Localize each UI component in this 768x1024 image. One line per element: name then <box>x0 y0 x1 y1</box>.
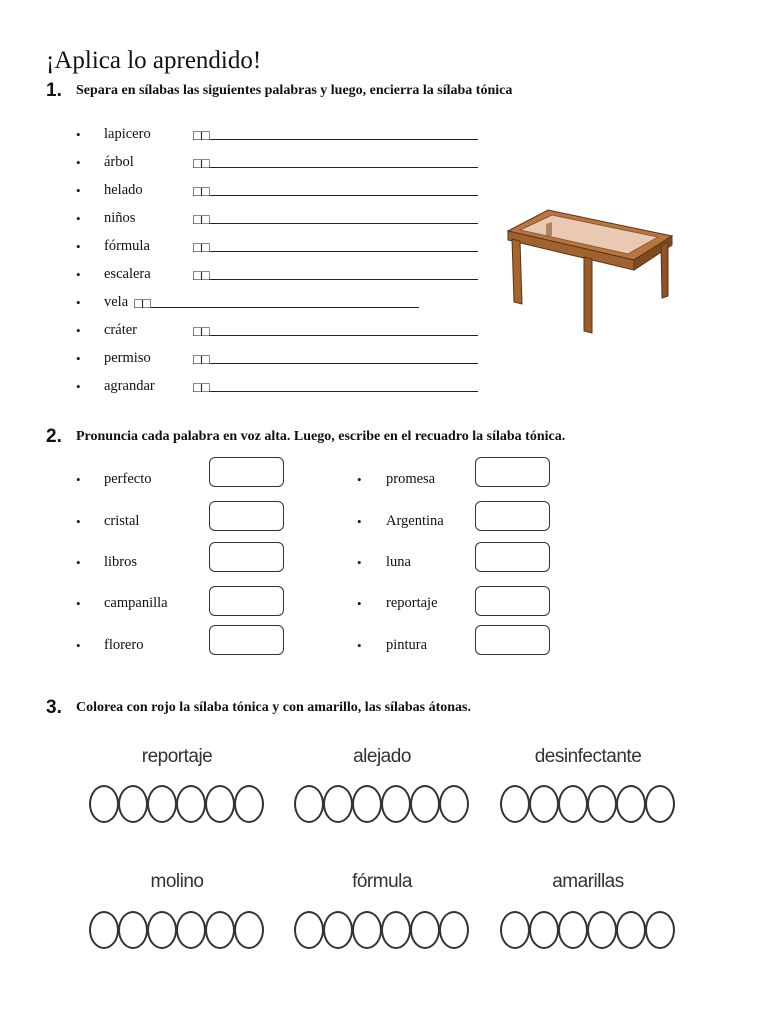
list-bullet: • <box>76 638 81 653</box>
answer-line[interactable]: □□ <box>193 322 478 341</box>
list-item: cristal <box>104 513 140 529</box>
answer-line[interactable]: □□ <box>193 210 478 229</box>
answer-line[interactable]: □□ <box>193 378 478 397</box>
list-bullet: • <box>76 239 81 254</box>
list-item: campanilla <box>104 595 168 611</box>
syllable-circle[interactable] <box>294 785 324 823</box>
list-bullet: • <box>76 379 81 394</box>
list-bullet: • <box>76 351 81 366</box>
list-bullet: • <box>357 638 362 653</box>
syllable-circle[interactable] <box>234 785 264 823</box>
list-bullet: • <box>76 472 81 487</box>
syllable-circle[interactable] <box>558 785 588 823</box>
syllable-circle[interactable] <box>234 911 264 949</box>
list-bullet: • <box>357 596 362 611</box>
answer-box[interactable] <box>475 625 550 655</box>
answer-box[interactable] <box>209 457 284 487</box>
list-bullet: • <box>76 596 81 611</box>
list-item: escalera <box>104 266 151 282</box>
list-item: lapicero <box>104 126 151 142</box>
answer-line[interactable]: □□ <box>193 266 478 285</box>
list-item: libros <box>104 554 138 570</box>
list-item: reportaje <box>386 595 438 611</box>
syllable-circle[interactable] <box>118 785 148 823</box>
syllable-circle[interactable] <box>294 911 324 949</box>
answer-box[interactable] <box>475 542 550 572</box>
question-1-number: 1. <box>46 80 62 101</box>
syllable-circle[interactable] <box>147 911 177 949</box>
list-item: agrandar <box>104 378 155 394</box>
syllable-circle[interactable] <box>439 785 469 823</box>
answer-box[interactable] <box>475 586 550 616</box>
page-title: ¡Aplica lo aprendido! <box>46 47 262 74</box>
syllable-circle[interactable] <box>176 911 206 949</box>
syllable-circle[interactable] <box>118 911 148 949</box>
answer-line[interactable]: □□ <box>193 238 478 257</box>
list-bullet: • <box>357 555 362 570</box>
answer-box[interactable] <box>475 457 550 487</box>
answer-line[interactable]: □□ <box>193 182 478 201</box>
syllable-circle[interactable] <box>587 911 617 949</box>
syllable-circle[interactable] <box>410 785 440 823</box>
list-bullet: • <box>76 514 81 529</box>
syllable-circle[interactable] <box>176 785 206 823</box>
list-item: árbol <box>104 154 134 170</box>
list-item: niños <box>104 210 136 226</box>
answer-box[interactable] <box>209 586 284 616</box>
list-item: cráter <box>104 322 137 338</box>
answer-box[interactable] <box>475 501 550 531</box>
syllable-circle[interactable] <box>645 785 675 823</box>
syllable-circle[interactable] <box>439 911 469 949</box>
syllable-circle[interactable] <box>500 785 530 823</box>
syllable-circle[interactable] <box>89 785 119 823</box>
syllable-circle[interactable] <box>616 911 646 949</box>
list-item: perfecto <box>104 471 152 487</box>
syllable-circle[interactable] <box>529 911 559 949</box>
list-bullet: • <box>76 267 81 282</box>
list-item: florero <box>104 637 144 653</box>
coloring-word-label: alejado <box>353 746 411 767</box>
syllable-circle[interactable] <box>529 785 559 823</box>
list-item: permiso <box>104 350 151 366</box>
coloring-word-label: desinfectante <box>534 746 642 767</box>
syllable-circle[interactable] <box>587 785 617 823</box>
list-item: promesa <box>386 471 436 487</box>
syllable-circle[interactable] <box>352 785 382 823</box>
list-bullet: • <box>76 183 81 198</box>
list-bullet: • <box>357 514 362 529</box>
list-item: vela <box>104 294 129 310</box>
syllable-circle[interactable] <box>410 911 440 949</box>
syllable-circle[interactable] <box>616 785 646 823</box>
question-3-text: Colorea con rojo la sílaba tónica y con amarillo, las sílabas átonas. <box>76 700 471 715</box>
syllable-circle[interactable] <box>500 911 530 949</box>
question-3-number: 3. <box>46 697 62 718</box>
question-1-text: Separa en sílabas las siguientes palabras y luego, encierra la sílaba tónica <box>76 83 513 98</box>
question-2-number: 2. <box>46 426 62 447</box>
syllable-circle[interactable] <box>89 911 119 949</box>
syllable-circle[interactable] <box>645 911 675 949</box>
syllable-circle[interactable] <box>381 785 411 823</box>
list-bullet: • <box>76 555 81 570</box>
answer-line[interactable]: □□ <box>193 126 478 145</box>
list-item: Argentina <box>386 513 444 529</box>
coloring-word-label: amarillas <box>552 871 624 892</box>
list-bullet: • <box>76 295 81 310</box>
coloring-word-label: reportaje <box>141 746 213 767</box>
question-2-text: Pronuncia cada palabra en voz alta. Luego, escribe en el recuadro la sílaba tónica. <box>76 429 566 444</box>
list-bullet: • <box>76 323 81 338</box>
syllable-circle[interactable] <box>352 911 382 949</box>
list-bullet: • <box>357 472 362 487</box>
coloring-word-label: molino <box>150 871 204 892</box>
list-bullet: • <box>76 155 81 170</box>
answer-box[interactable] <box>209 542 284 572</box>
syllable-circle[interactable] <box>323 785 353 823</box>
answer-line[interactable]: □□ <box>134 294 419 313</box>
answer-line[interactable]: □□ <box>193 350 478 369</box>
syllable-circle[interactable] <box>205 785 235 823</box>
list-item: fórmula <box>104 238 150 254</box>
syllable-circle[interactable] <box>323 911 353 949</box>
coloring-word-label: fórmula <box>352 871 412 892</box>
syllable-circle[interactable] <box>558 911 588 949</box>
syllable-circle[interactable] <box>381 911 411 949</box>
syllable-circle[interactable] <box>205 911 235 949</box>
list-item: pintura <box>386 637 428 653</box>
list-item: helado <box>104 182 143 198</box>
answer-box[interactable] <box>209 501 284 531</box>
answer-line[interactable]: □□ <box>193 154 478 173</box>
list-bullet: • <box>76 127 81 142</box>
list-item: luna <box>386 554 411 570</box>
syllable-circle[interactable] <box>147 785 177 823</box>
list-bullet: • <box>76 211 81 226</box>
answer-box[interactable] <box>209 625 284 655</box>
table-illustration <box>506 206 676 336</box>
